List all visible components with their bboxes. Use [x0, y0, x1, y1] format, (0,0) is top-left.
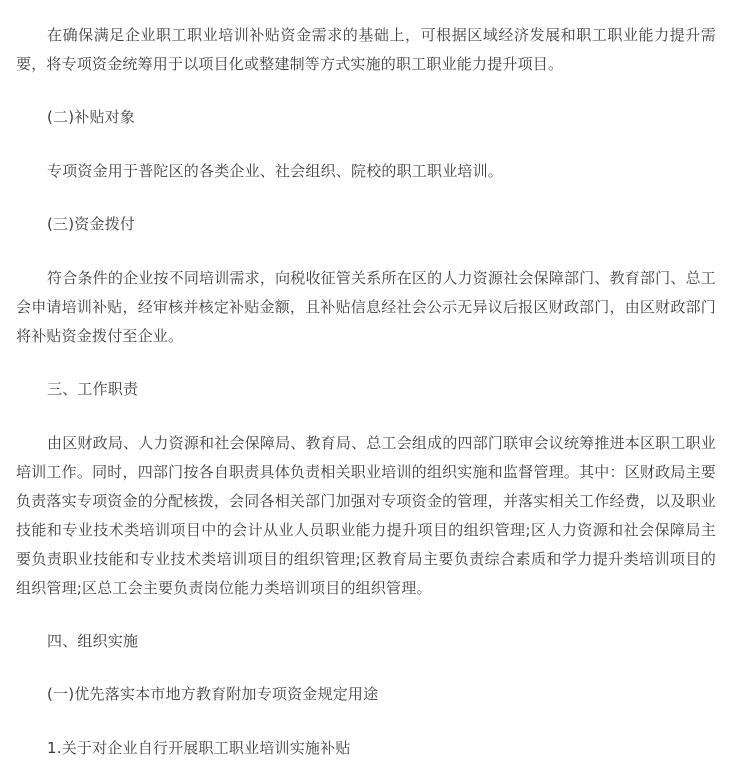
paragraph-subsidy-target: 专项资金用于普陀区的各类企业、社会组织、院校的职工职业培训。 [47, 162, 504, 180]
paragraph-fund-coordination: 在确保满足企业职工职业培训补贴资金需求的基础上，可根据区域经济发展和职工职业能力提升需要，将专项资金统筹用于以项目化或整建制等方式实施的职工职业能力提升项目。 [16, 26, 716, 73]
heading-organization-implementation: 四、组织实施 [47, 632, 139, 650]
heading-priority-education-fund: (一)优先落实本市地方教育附加专项资金规定用途 [47, 685, 379, 703]
heading-work-responsibilities: 三、工作职责 [47, 380, 139, 398]
heading-subsidy-target: (二)补贴对象 [47, 108, 136, 126]
paragraph-fund-disbursement: 符合条件的企业按不同培训需求，向税收征管关系所在区的人力资源社会保障部门、教育部门、总工会申请培训补贴，经审核并核定补贴金额，且补贴信息经社会公示无异议后报区财政部门，由区财政部门将补贴资金拨付至企业。 [16, 269, 716, 345]
heading-fund-disbursement: (三)资金拨付 [47, 215, 136, 233]
heading-enterprise-self-training: 1.关于对企业自行开展职工职业培训实施补贴 [47, 739, 351, 757]
paragraph-work-responsibilities: 由区财政局、人力资源和社会保障局、教育局、总工会组成的四部门联审会议统筹推进本区职工职业培训工作。同时，四部门按各自职责具体负责相关职业培训的组织实施和监督管理。其中：区财政局主要负责落实专项资金的分配核拨，会同各相关部门加强对专项资金的管理，并落实相关工作经费，以及职业技能和专业技术类培训项目中的会计从业人员职业能力提升项目的组织管理;区人力资源和社会保障局主要负责职业技能和专业技术类培训项目的组织管理;区教育局主要负责综合素质和学力提升类培训项目的组织管理;区总工会主要负责岗位能力类培训项目的组织管理。 [16, 434, 716, 597]
